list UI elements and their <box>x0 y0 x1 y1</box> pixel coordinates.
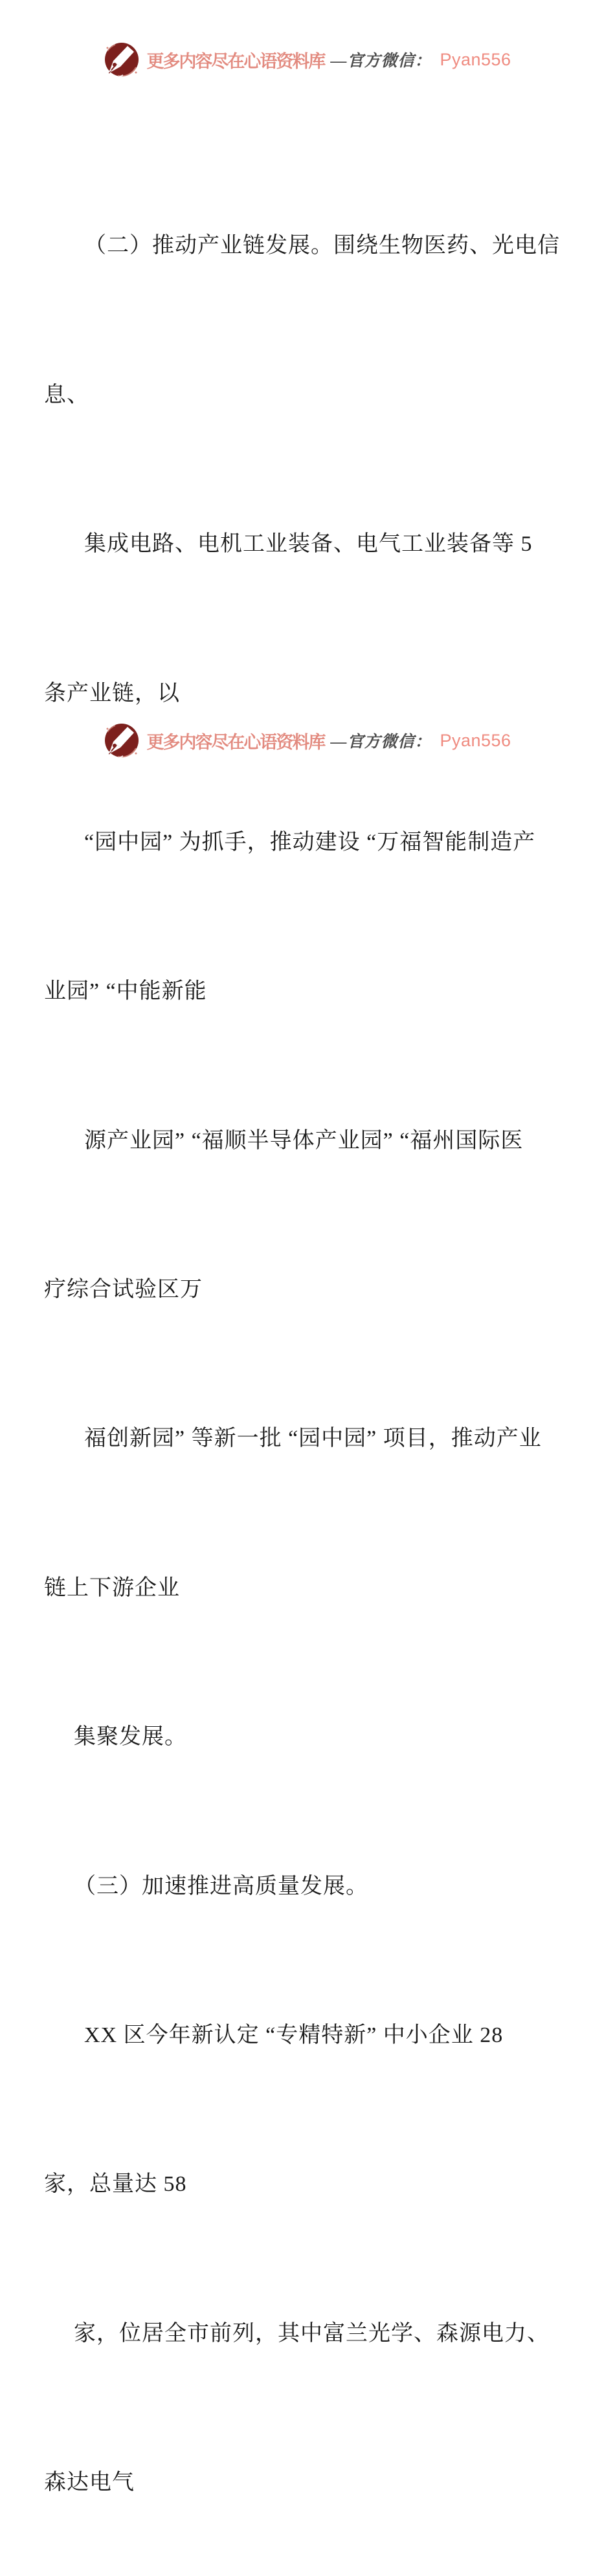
watermark-bottom <box>0 721 615 760</box>
pen-nib-circle-icon <box>104 722 140 759</box>
watermark-top <box>0 40 615 79</box>
pen-nib-circle-icon <box>104 41 140 78</box>
text-line: 条产业链，以 <box>44 681 180 705</box>
text-line: 福创新园” 等新一批 “园中园” 项目，推动产业 <box>84 1427 542 1451</box>
watermark-brand-text: 更多内容尽在心语资料库 <box>146 51 325 71</box>
text-line: 集聚发展。 <box>74 1725 187 1749</box>
text-line: 业园” “中能新能 <box>44 979 207 1004</box>
text-line: 家，位居全市前列，其中富兰光学、森源电力、 <box>74 2321 550 2346</box>
watermark-wechat-id: Pyan556 <box>440 730 511 750</box>
watermark-brand-text: 更多内容尽在心语资料库 <box>146 732 325 752</box>
text-line: 息、 <box>44 383 89 407</box>
text-line: （二）推动产业链发展。围绕生物医药、光电信 <box>84 234 560 258</box>
text-line: 源产业园” “福顺半导体产业园” “福州国际医 <box>84 1128 524 1153</box>
text-line: 疗综合试验区万 <box>44 1278 203 1302</box>
text-line: 集成电路、电机工业装备、电气工业装备等 5 <box>84 532 533 557</box>
text-line: XX 区今年新认定 “专精特新” 中小企业 28 <box>84 2023 504 2047</box>
watermark-channel-text: —官方微信： <box>330 733 432 751</box>
document-body <box>44 78 589 2576</box>
text-line: （三）加速推进高质量发展。 <box>74 1874 368 1898</box>
text-line: “园中园” 为抓手，推动建设 “万福智能制造产 <box>84 830 536 854</box>
watermark-channel-text: —官方微信： <box>330 52 432 70</box>
text-line: 家，总量达 58 <box>44 2172 187 2197</box>
text-line: 链上下游企业 <box>44 1575 180 1600</box>
watermark-wechat-id: Pyan556 <box>440 49 511 69</box>
text-line: 森达电气 <box>44 2471 135 2494</box>
